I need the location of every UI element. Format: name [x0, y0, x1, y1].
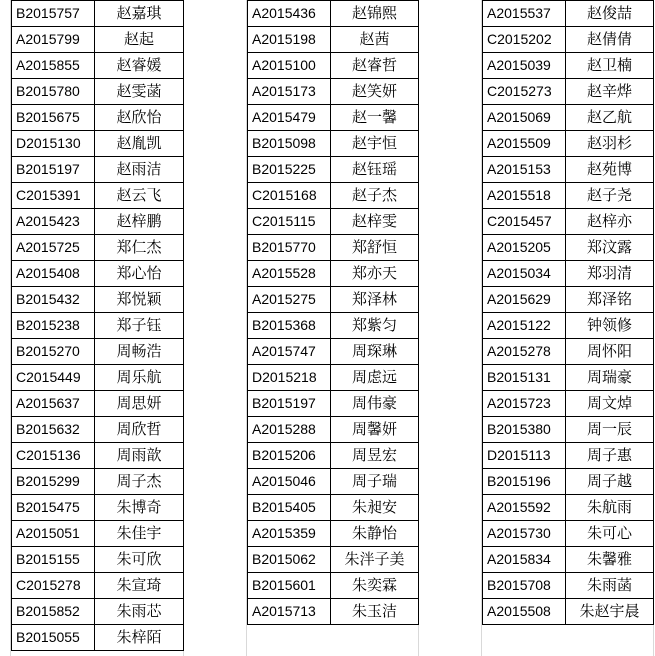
student-id-cell[interactable]: B2015238 [12, 313, 95, 339]
table-row [483, 1, 654, 27]
student-name-cell[interactable]: 朱静怡 [331, 521, 419, 547]
table-row [483, 79, 654, 105]
student-id-cell[interactable]: A2015725 [12, 235, 95, 261]
student-id-cell[interactable]: A2015508 [483, 599, 566, 625]
table-row [248, 417, 419, 443]
student-id-cell[interactable]: B2015405 [248, 495, 331, 521]
student-name-cell[interactable]: 赵锦熙 [331, 1, 419, 27]
student-name-cell[interactable]: 赵子尧 [566, 183, 654, 209]
student-name-cell[interactable]: 周欣哲 [95, 417, 184, 443]
roster-column-body [483, 1, 654, 625]
table-row [248, 573, 419, 599]
table-row [12, 79, 184, 105]
table-row [248, 27, 419, 53]
student-id-cell[interactable]: B2015062 [248, 547, 331, 573]
table-row [483, 235, 654, 261]
student-name-cell[interactable]: 朱馨雅 [566, 547, 654, 573]
table-row [12, 443, 184, 469]
student-id-cell[interactable]: B2015632 [12, 417, 95, 443]
student-id-cell[interactable]: A2015288 [248, 417, 331, 443]
student-id-cell[interactable]: C2015278 [12, 573, 95, 599]
student-id-cell[interactable]: B2015380 [483, 417, 566, 443]
student-name-cell[interactable]: 周怀阳 [566, 339, 654, 365]
table-row [248, 131, 419, 157]
student-name-cell[interactable]: 赵雯菡 [95, 79, 184, 105]
student-name-cell[interactable]: 赵宇恒 [331, 131, 419, 157]
table-row [12, 261, 184, 287]
table-row [12, 287, 184, 313]
table-row [12, 521, 184, 547]
table-row [12, 391, 184, 417]
student-id-cell[interactable]: B2015675 [12, 105, 95, 131]
table-row [483, 209, 654, 235]
student-id-cell[interactable]: A2015153 [483, 157, 566, 183]
student-name-cell[interactable]: 郑心怡 [95, 261, 184, 287]
table-row [248, 157, 419, 183]
table-row [483, 105, 654, 131]
table-row [248, 391, 419, 417]
table-row [12, 157, 184, 183]
table-row [12, 547, 184, 573]
student-id-cell[interactable]: C2015136 [12, 443, 95, 469]
student-name-cell[interactable]: 周畅浩 [95, 339, 184, 365]
table-row [483, 313, 654, 339]
table-row [483, 27, 654, 53]
table-row [248, 443, 419, 469]
student-id-cell[interactable]: A2015046 [248, 469, 331, 495]
student-name-cell[interactable]: 周一辰 [566, 417, 654, 443]
student-id-cell[interactable]: C2015115 [248, 209, 331, 235]
table-row [248, 313, 419, 339]
student-id-cell[interactable]: B2015270 [12, 339, 95, 365]
student-id-cell[interactable]: A2015408 [12, 261, 95, 287]
student-id-cell[interactable]: D2015130 [12, 131, 95, 157]
student-id-cell[interactable]: A2015173 [248, 79, 331, 105]
table-row [248, 1, 419, 27]
table-row [483, 547, 654, 573]
student-name-cell[interactable]: 郑羽清 [566, 261, 654, 287]
table-row [12, 53, 184, 79]
student-id-cell[interactable]: A2015100 [248, 53, 331, 79]
student-id-cell[interactable]: A2015509 [483, 131, 566, 157]
student-name-cell[interactable]: 赵睿媛 [95, 53, 184, 79]
student-name-cell[interactable]: 赵子杰 [331, 183, 419, 209]
student-id-cell[interactable]: B2015852 [12, 599, 95, 625]
table-row [248, 469, 419, 495]
student-id-cell[interactable]: B2015368 [248, 313, 331, 339]
table-row [483, 339, 654, 365]
student-name-cell[interactable]: 朱奕霖 [331, 573, 419, 599]
student-name-cell[interactable]: 郑亦天 [331, 261, 419, 287]
student-name-cell[interactable]: 周雨歆 [95, 443, 184, 469]
student-name-cell[interactable]: 朱可心 [566, 521, 654, 547]
table-row [483, 417, 654, 443]
student-name-cell[interactable]: 朱玉洁 [331, 599, 419, 625]
table-row [12, 573, 184, 599]
table-row [12, 469, 184, 495]
student-id-cell[interactable]: A2015039 [483, 53, 566, 79]
student-id-cell[interactable]: C2015202 [483, 27, 566, 53]
student-name-cell[interactable]: 赵茜 [331, 27, 419, 53]
student-id-cell[interactable]: A2015275 [248, 287, 331, 313]
student-id-cell[interactable]: C2015168 [248, 183, 331, 209]
student-name-cell[interactable]: 周馨妍 [331, 417, 419, 443]
student-id-cell[interactable]: B2015432 [12, 287, 95, 313]
student-id-cell[interactable]: C2015449 [12, 365, 95, 391]
student-name-cell[interactable]: 赵嘉琪 [95, 1, 184, 27]
student-id-cell[interactable]: A2015747 [248, 339, 331, 365]
table-row [248, 105, 419, 131]
student-id-cell[interactable]: B2015475 [12, 495, 95, 521]
student-name-cell[interactable]: 赵梓雯 [331, 209, 419, 235]
table-row [12, 131, 184, 157]
student-id-cell[interactable]: A2015592 [483, 495, 566, 521]
student-id-cell[interactable]: D2015113 [483, 443, 566, 469]
table-row [483, 599, 654, 625]
student-id-cell[interactable]: A2015528 [248, 261, 331, 287]
student-id-cell[interactable]: C2015457 [483, 209, 566, 235]
student-name-cell[interactable]: 朱宣琦 [95, 573, 184, 599]
table-row [483, 261, 654, 287]
roster-column-1 [11, 0, 184, 651]
student-name-cell[interactable]: 朱雨芯 [95, 599, 184, 625]
table-row [483, 365, 654, 391]
table-row [12, 365, 184, 391]
student-name-cell[interactable]: 赵乙航 [566, 105, 654, 131]
table-row [12, 235, 184, 261]
student-name-cell[interactable]: 赵云飞 [95, 183, 184, 209]
table-row [483, 495, 654, 521]
student-id-cell[interactable]: A2015069 [483, 105, 566, 131]
table-row [12, 183, 184, 209]
table-row [483, 183, 654, 209]
student-name-cell[interactable]: 赵倩倩 [566, 27, 654, 53]
student-name-cell[interactable]: 周乐航 [95, 365, 184, 391]
student-id-cell[interactable]: A2015629 [483, 287, 566, 313]
student-name-cell[interactable]: 周昱宏 [331, 443, 419, 469]
student-name-cell[interactable]: 郑舒恒 [331, 235, 419, 261]
table-row [248, 209, 419, 235]
table-row [248, 339, 419, 365]
student-name-cell[interactable]: 赵起 [95, 27, 184, 53]
student-id-cell[interactable]: B2015757 [12, 1, 95, 27]
student-name-cell[interactable]: 赵笑妍 [331, 79, 419, 105]
student-name-cell[interactable]: 钟领修 [566, 313, 654, 339]
table-row [12, 417, 184, 443]
student-name-cell[interactable]: 周琛琳 [331, 339, 419, 365]
student-id-cell[interactable]: A2015423 [12, 209, 95, 235]
student-id-cell[interactable]: B2015780 [12, 79, 95, 105]
table-row [12, 625, 184, 651]
student-id-cell[interactable]: B2015601 [248, 573, 331, 599]
student-id-cell[interactable]: A2015518 [483, 183, 566, 209]
student-name-cell[interactable]: 周瑞豪 [566, 365, 654, 391]
student-id-cell[interactable]: A2015034 [483, 261, 566, 287]
student-id-cell[interactable]: A2015122 [483, 313, 566, 339]
student-id-cell[interactable]: A2015278 [483, 339, 566, 365]
student-name-cell[interactable]: 赵胤凯 [95, 131, 184, 157]
student-id-cell[interactable]: B2015708 [483, 573, 566, 599]
student-name-cell[interactable]: 周文焯 [566, 391, 654, 417]
table-row [483, 573, 654, 599]
student-id-cell[interactable]: A2015479 [248, 105, 331, 131]
student-id-cell[interactable]: A2015198 [248, 27, 331, 53]
student-name-cell[interactable]: 赵睿哲 [331, 53, 419, 79]
student-id-cell[interactable]: B2015770 [248, 235, 331, 261]
student-id-cell[interactable]: B2015098 [248, 131, 331, 157]
student-name-cell[interactable]: 赵雨洁 [95, 157, 184, 183]
student-name-cell[interactable]: 朱博奇 [95, 495, 184, 521]
student-name-cell[interactable]: 赵羽杉 [566, 131, 654, 157]
table-row [248, 521, 419, 547]
table-row [12, 313, 184, 339]
student-id-cell[interactable]: A2015723 [483, 391, 566, 417]
table-row [248, 79, 419, 105]
student-name-cell[interactable]: 郑泽铭 [566, 287, 654, 313]
roster-column-3 [482, 0, 654, 625]
student-name-cell[interactable]: 郑子钰 [95, 313, 184, 339]
table-row [12, 599, 184, 625]
table-row [483, 131, 654, 157]
student-id-cell[interactable]: A2015730 [483, 521, 566, 547]
roster-column-body [248, 1, 419, 625]
student-name-cell[interactable]: 周虑远 [331, 365, 419, 391]
table-row [12, 495, 184, 521]
student-name-cell[interactable]: 周伟豪 [331, 391, 419, 417]
table-row [483, 521, 654, 547]
student-name-cell[interactable]: 周子杰 [95, 469, 184, 495]
student-name-cell[interactable]: 赵一馨 [331, 105, 419, 131]
student-name-cell[interactable]: 赵钰瑶 [331, 157, 419, 183]
student-name-cell[interactable]: 朱昶安 [331, 495, 419, 521]
table-row [12, 339, 184, 365]
table-row [248, 365, 419, 391]
student-id-cell[interactable]: A2015359 [248, 521, 331, 547]
table-row [248, 287, 419, 313]
student-name-cell[interactable]: 朱赵宇晨 [566, 599, 654, 625]
student-id-cell[interactable]: B2015055 [12, 625, 95, 651]
student-name-cell[interactable]: 朱泮子美 [331, 547, 419, 573]
student-name-cell[interactable]: 赵梓鹏 [95, 209, 184, 235]
student-name-cell[interactable]: 赵卫楠 [566, 53, 654, 79]
student-name-cell[interactable]: 郑悦颖 [95, 287, 184, 313]
table-row [483, 469, 654, 495]
student-id-cell[interactable]: A2015637 [12, 391, 95, 417]
student-id-cell[interactable]: A2015834 [483, 547, 566, 573]
student-name-cell[interactable]: 周思妍 [95, 391, 184, 417]
student-id-cell[interactable]: A2015855 [12, 53, 95, 79]
table-row [248, 495, 419, 521]
student-id-cell[interactable]: A2015205 [483, 235, 566, 261]
student-id-cell[interactable]: A2015799 [12, 27, 95, 53]
student-name-cell[interactable]: 朱雨菡 [566, 573, 654, 599]
table-row [248, 547, 419, 573]
student-name-cell[interactable]: 周子越 [566, 469, 654, 495]
table-row [12, 105, 184, 131]
roster-column-2 [247, 0, 419, 625]
student-id-cell[interactable]: C2015391 [12, 183, 95, 209]
student-name-cell[interactable]: 赵欣怡 [95, 105, 184, 131]
table-row [248, 53, 419, 79]
table-row [483, 287, 654, 313]
student-id-cell[interactable]: B2015196 [483, 469, 566, 495]
student-id-cell[interactable]: A2015713 [248, 599, 331, 625]
student-id-cell[interactable]: D2015218 [248, 365, 331, 391]
student-id-cell[interactable]: A2015436 [248, 1, 331, 27]
student-name-cell[interactable]: 朱梓陌 [95, 625, 184, 651]
student-id-cell[interactable]: A2015051 [12, 521, 95, 547]
student-name-cell[interactable]: 周子瑞 [331, 469, 419, 495]
student-name-cell[interactable]: 周子惠 [566, 443, 654, 469]
table-row [12, 1, 184, 27]
student-name-cell[interactable]: 赵苑博 [566, 157, 654, 183]
student-name-cell[interactable]: 郑泽林 [331, 287, 419, 313]
student-id-cell[interactable]: B2015197 [12, 157, 95, 183]
table-row [483, 391, 654, 417]
table-row [248, 261, 419, 287]
student-id-cell[interactable]: B2015299 [12, 469, 95, 495]
student-id-cell[interactable]: B2015131 [483, 365, 566, 391]
student-name-cell[interactable]: 郑仁杰 [95, 235, 184, 261]
table-row [483, 443, 654, 469]
table-row [248, 599, 419, 625]
table-row [12, 27, 184, 53]
table-row [248, 183, 419, 209]
student-name-cell[interactable]: 赵辛烨 [566, 79, 654, 105]
student-id-cell[interactable]: B2015197 [248, 391, 331, 417]
student-name-cell[interactable]: 郑汶露 [566, 235, 654, 261]
table-row [483, 53, 654, 79]
student-id-cell[interactable]: C2015273 [483, 79, 566, 105]
student-name-cell[interactable]: 赵俊喆 [566, 1, 654, 27]
roster-column-body [12, 1, 184, 651]
student-name-cell[interactable]: 朱可欣 [95, 547, 184, 573]
table-row [12, 209, 184, 235]
table-row [248, 235, 419, 261]
student-name-cell[interactable]: 朱佳宇 [95, 521, 184, 547]
table-row [483, 157, 654, 183]
student-id-cell[interactable]: B2015155 [12, 547, 95, 573]
student-id-cell[interactable]: B2015206 [248, 443, 331, 469]
student-id-cell[interactable]: B2015225 [248, 157, 331, 183]
student-name-cell[interactable]: 朱航雨 [566, 495, 654, 521]
student-id-cell[interactable]: A2015537 [483, 1, 566, 27]
student-name-cell[interactable]: 赵梓亦 [566, 209, 654, 235]
student-name-cell[interactable]: 郑紫匀 [331, 313, 419, 339]
